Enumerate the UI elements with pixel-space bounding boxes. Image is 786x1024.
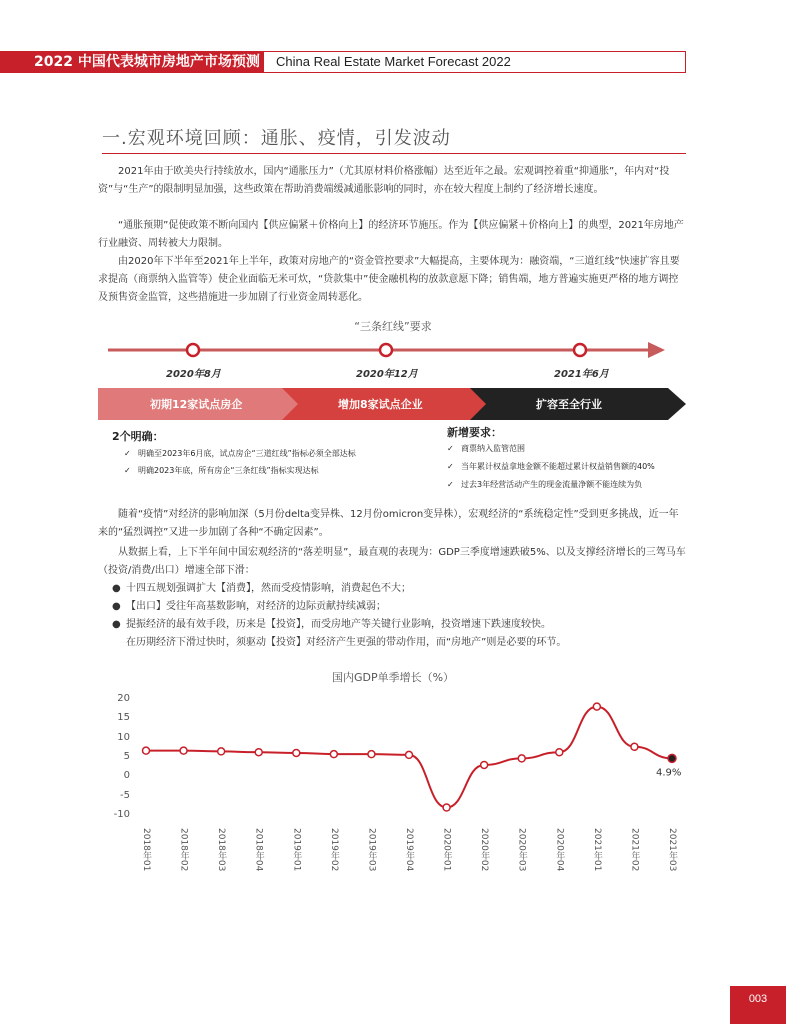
gdp-data-point bbox=[443, 804, 450, 811]
right-box-item-2: ✓ 当年累计权益拿地金额不能超过累计权益销售额的40% bbox=[447, 462, 655, 471]
gdp-data-point bbox=[330, 751, 337, 758]
stage-3-label: 扩容至全行业 bbox=[536, 398, 602, 411]
gdp-data-point bbox=[143, 747, 150, 754]
x-tick-label: 2020年02 bbox=[479, 828, 490, 872]
x-tick-label: 2019年01 bbox=[291, 828, 302, 872]
x-tick-label: 2018年01 bbox=[141, 828, 151, 872]
gdp-data-point bbox=[556, 749, 563, 756]
y-tick-label: 10 bbox=[117, 731, 130, 743]
right-box-item-1: ✓ 商票纳入监管范围 bbox=[447, 444, 525, 453]
gdp-data-point bbox=[406, 751, 413, 758]
y-tick-label: 0 bbox=[123, 770, 130, 782]
paragraph-3: 由2020年下半年至2021年上半年，政策对房地产的“资金管控要求”大幅提高，主要体现为：融资端，“三道红线”快速扩容且要求提高（商票纳入监管等）使企业面临无米可炊，“贷款集中”使金融机构的放款意愿下降；销售端，地方普遍实施更严格的地方调控及预售资金监管，这些措施进一步加剧了行业资金周转恶化。 bbox=[98, 256, 680, 303]
right-box-item-3: ✓ 过去3年经营活动产生的现金流量净额不能连续为负 bbox=[447, 480, 643, 489]
gdp-data-point bbox=[668, 754, 676, 762]
timeline-date-3: 2021年6月 bbox=[554, 369, 609, 380]
paragraph-2: “通胀预期”促使政策不断向国内【供应偏紧＋价格向上】的经济环节施压。作为【供应偏紧＋价格向上】的典型，2021年房地产行业融资、周转被大力限制。 bbox=[98, 220, 684, 249]
x-tick-label: 2020年04 bbox=[554, 828, 565, 872]
y-tick-label: 15 bbox=[117, 712, 130, 724]
gdp-data-point bbox=[293, 749, 300, 756]
left-box-item-1: ✓ 明确至2023年6月底，试点房企“三道红线”指标必须全部达标 bbox=[124, 449, 356, 458]
gdp-data-point bbox=[631, 743, 638, 750]
bullet-icon: ● bbox=[112, 583, 121, 594]
gdp-data-point bbox=[218, 748, 225, 755]
x-tick-label: 2018年02 bbox=[178, 828, 189, 872]
paragraph-4: 随着“疫情”对经济的影响加深（5月份delta变异株、12月份omicron变异株），宏观经济的“系统稳定性”受到更多挑战，近一年来的“猛烈调控”又进一步加剧了各种“不确定因素”。 bbox=[98, 509, 679, 538]
check-icon: ✓ bbox=[447, 480, 454, 489]
x-tick-label: 2018年03 bbox=[216, 828, 227, 872]
left-box-item-2: ✓ 明确2023年底，所有房企“三条红线”指标实现达标 bbox=[124, 466, 319, 475]
left-box-title: 2个明确： bbox=[112, 430, 164, 443]
check-icon: ✓ bbox=[447, 444, 454, 453]
right-box-title: 新增要求： bbox=[447, 426, 502, 439]
y-tick-label: -10 bbox=[113, 809, 130, 820]
timeline-date-1: 2020年8月 bbox=[166, 369, 221, 380]
check-icon: ✓ bbox=[124, 466, 131, 475]
timeline-date-2: 2020年12月 bbox=[356, 369, 418, 380]
y-tick-label: 5 bbox=[123, 751, 130, 762]
bullet-item-2: ● 【出口】受往年高基数影响，对经济的边际贡献持续减弱； bbox=[112, 598, 386, 616]
y-tick-label: -5 bbox=[120, 789, 130, 801]
x-tick-label: 2021年02 bbox=[629, 828, 640, 872]
y-tick-label: 20 bbox=[117, 693, 130, 704]
paragraph-5: 从数据上看，上下半年间中国宏观经济的“落差明显”，最直观的表现为：GDP三季度增速跌破5%、以及支撑经济增长的三驾马车（投资/消费/出口）增速全部下滑： bbox=[98, 547, 686, 576]
stage-2-label: 增加8家试点企业 bbox=[338, 398, 423, 411]
page-number: 003 bbox=[730, 986, 786, 1024]
bullet-item-3: ● 提振经济的最有效手段，历来是【投资】，而受房地产等关键行业影响，投资增速下跌速度较快。 bbox=[112, 616, 551, 634]
gdp-data-point bbox=[180, 747, 187, 754]
x-tick-label: 2020年01 bbox=[441, 828, 452, 872]
x-tick-label: 2019年02 bbox=[328, 828, 339, 872]
section-title: 一.宏观环境回顾：通胀、疫情，引发波动 bbox=[102, 128, 451, 149]
paragraph-1: 2021年由于欧美央行持续放水，国内“通胀压力”（尤其原材料价格涨幅）达至近年之最。宏观调控着重“抑通胀”，年内对“投资”与“生产”的限制明显加强，这些政策在帮助消费端缓减通胀影响的同时，亦在较大程度上制约了经济增长速度。 bbox=[98, 166, 670, 195]
header-title-en: China Real Estate Market Forecast 2022 bbox=[276, 54, 511, 69]
chart-title: 国内GDP单季增长（%） bbox=[331, 671, 455, 684]
x-tick-label: 2019年04 bbox=[404, 828, 414, 872]
x-tick-label: 2020年03 bbox=[516, 828, 527, 872]
gdp-data-point bbox=[368, 751, 375, 758]
gdp-data-point bbox=[593, 703, 600, 710]
x-tick-label: 2019年03 bbox=[366, 828, 377, 872]
gdp-data-point bbox=[481, 761, 488, 768]
diagram-title: “三条红线”要求 bbox=[354, 320, 432, 333]
bullet-icon: ● bbox=[112, 601, 121, 612]
gdp-data-point bbox=[518, 755, 525, 762]
gdp-data-point bbox=[255, 749, 262, 756]
bullet-item-1: ● 十四五规划强调扩大【消费】，然而受疫情影响，消费起色不大； bbox=[112, 580, 411, 598]
stage-1-label: 初期12家试点房企 bbox=[150, 398, 243, 411]
x-tick-label: 2021年01 bbox=[591, 828, 602, 872]
check-icon: ✓ bbox=[124, 449, 131, 458]
x-tick-label: 2021年03 bbox=[667, 828, 677, 872]
closing-line: 在历期经济下滑过快时，须驱动【投资】对经济产生更强的带动作用，而“房地产”则是必要的环节。 bbox=[126, 637, 567, 648]
header-title-cn: 2022 中国代表城市房地产市场预测 bbox=[0, 52, 264, 72]
x-tick-label: 2018年04 bbox=[253, 828, 264, 872]
last-value-label: 4.9% bbox=[656, 767, 682, 779]
bullet-icon: ● bbox=[112, 619, 121, 630]
check-icon: ✓ bbox=[447, 462, 454, 471]
